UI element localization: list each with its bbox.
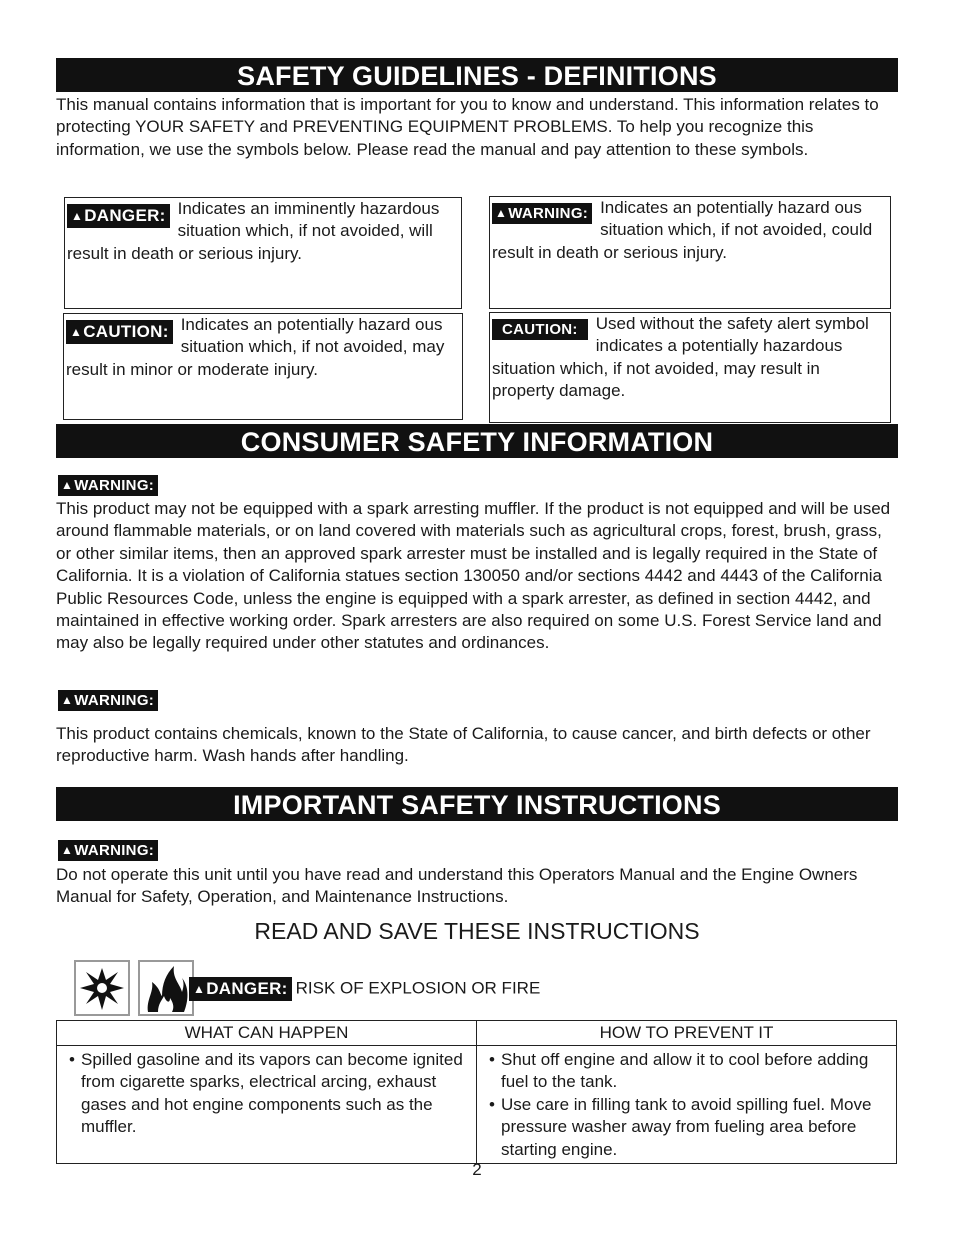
definitions-banner: SAFETY GUIDELINES - DEFINITIONS xyxy=(56,58,898,92)
list-item: • Shut off engine and allow it to cool before adding fuel to the tank. xyxy=(489,1049,888,1094)
operate-warning-paragraph: Do not operate this unit until you have read and understand this Operators Manual and the Engine Owners Manual for Safety, Operation, and Maintenance Instructions. xyxy=(56,865,858,907)
warning-badge: ▲WARNING: xyxy=(492,203,592,224)
hazard-icons xyxy=(74,960,198,1016)
fire-icon xyxy=(138,960,194,1016)
alert-triangle-icon: ▲ xyxy=(61,693,74,707)
what-can-happen-cell xyxy=(57,1046,477,1164)
chemical-paragraph: This product contains chemicals, known to the State of California, to cause cancer, and birth defects or other reproductive harm. Wash hands after handling. xyxy=(56,724,871,766)
warning-definition-box xyxy=(489,196,891,309)
hazard-table xyxy=(56,1020,897,1164)
read-save-heading: READ AND SAVE THESE INSTRUCTIONS xyxy=(254,918,700,944)
page-number: 2 xyxy=(472,1160,482,1179)
caution-alert-definition-text: Indicates an potentially hazard ous situation which, if not avoided, may result in minor or moderate injury. xyxy=(66,315,445,379)
alert-triangle-icon: ▲ xyxy=(71,209,84,223)
safety-instructions-banner: IMPORTANT SAFETY INSTRUCTIONS xyxy=(56,787,898,821)
danger-definition-text: Indicates an imminently hazardous situation which, if not avoided, will result in death or serious injury. xyxy=(67,199,440,263)
chemical-warning-badge: ▲WARNING: xyxy=(58,690,158,711)
explosion-fire-risk xyxy=(189,977,540,1001)
list-item: • Spilled gasoline and its vapors can become ignited from cigarette sparks, electrical arcing, exhaust gases and hot engine components such as the muffler. xyxy=(69,1049,468,1139)
spark-warning-badge: ▲WARNING: xyxy=(58,475,158,496)
consumer-safety-banner: CONSUMER SAFETY INFORMATION xyxy=(56,424,898,458)
list-item: • Use care in filling tank to avoid spilling fuel. Move pressure washer away from fueling area before starting engine. xyxy=(489,1094,888,1161)
risk-label: RISK OF EXPLOSION OR FIRE xyxy=(295,978,541,998)
operate-warning-badge: ▲WARNING: xyxy=(58,840,158,861)
intro-paragraph: This manual contains information that is important for you to know and understand. This information relates to protecting YOUR SAFETY and PREVENTING EQUIPMENT PROBLEMS. To help you recognize this information, we use the symbols below. Please read the manual and pay attention to these symbols. xyxy=(56,95,879,159)
caution-alert-definition-box xyxy=(63,313,463,420)
alert-triangle-icon: ▲ xyxy=(70,325,83,339)
danger-definition-box xyxy=(64,197,462,309)
explosion-icon xyxy=(74,960,130,1016)
how-to-prevent-cell xyxy=(477,1046,897,1164)
warning-definition-text: Indicates an potentially hazard ous situation which, if not avoided, could result in death or serious injury. xyxy=(492,198,873,262)
caution-plain-definition-text: Used without the safety alert symbol indicates a potentially hazardous situation which, if not avoided, may result in property damage. xyxy=(492,314,869,401)
alert-triangle-icon: ▲ xyxy=(193,982,206,996)
spark-arrester-paragraph: This product may not be equipped with a spark arresting muffler. If the product is not equipped and will be used around flammable materials, or on land covered with materials such as agricultural crops, forest, brush, grass, or other similar items, then an approved spark arrester must be installed and is legally required in the State of California. It is a violation of California statues section 130050 and/or sections 4442 and 4443 of the California Public Resources Code, unless the engine is equipped with a spark arrester, as defined in section 4442, and maintained in effective working order. Spark arresters are also required on some U.S. Forest Service land and may also be legally required under other statutes and ordinances. xyxy=(56,499,891,653)
caution-plain-definition-box xyxy=(489,312,891,423)
alert-triangle-icon: ▲ xyxy=(61,843,74,857)
caution-plain-badge: CAUTION: xyxy=(492,319,588,340)
table-header-row xyxy=(57,1021,897,1046)
alert-triangle-icon: ▲ xyxy=(495,206,508,220)
caution-alert-badge: ▲CAUTION: xyxy=(66,320,173,344)
danger-badge: ▲DANGER: xyxy=(67,204,170,228)
alert-triangle-icon: ▲ xyxy=(61,478,74,492)
explosion-danger-badge: ▲DANGER: xyxy=(189,977,292,1001)
table-row xyxy=(57,1046,897,1164)
how-to-prevent-header: HOW TO PREVENT IT xyxy=(477,1021,897,1046)
what-can-happen-header: WHAT CAN HAPPEN xyxy=(57,1021,477,1046)
